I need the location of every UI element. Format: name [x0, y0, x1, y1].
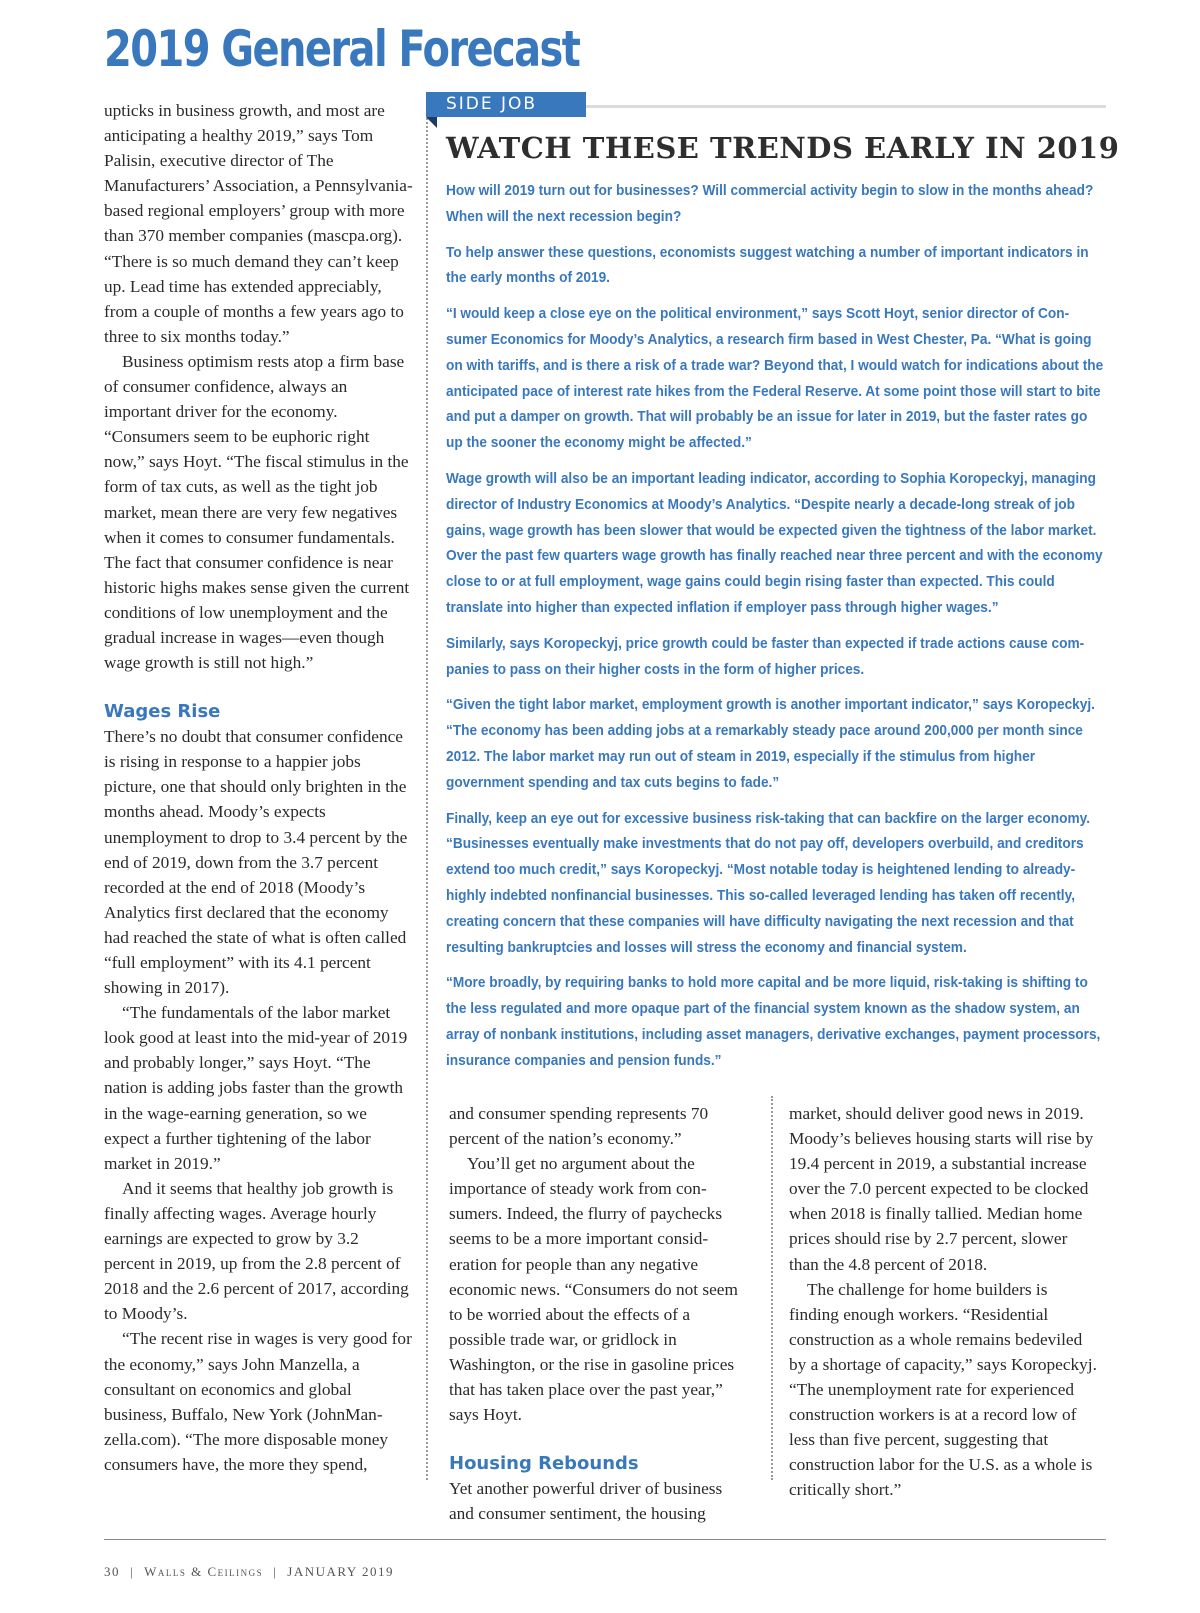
- sidebar-top-rule: [586, 105, 1106, 108]
- sidebar-title: WATCH THESE TRENDS EARLY IN 2019: [446, 131, 1120, 165]
- subhead-housing-rebounds: Housing Rebounds: [449, 1453, 639, 1475]
- issue-date: JANUARY 2019: [287, 1564, 394, 1579]
- body-paragraph: And it seems that healthy job growth is finally affecting wages. Average hourly earnings are expected to grow by 3.2 percent in 2019, up from the 2.8 percent of 2018 and the 2.6 percent of 2017, according to Moody’s.: [104, 1178, 409, 1324]
- body-paragraph: The challenge for home builders is finding enough workers. “Residential construction as a whole remains bedeviled by a shortage of capacity,” says Koropeckyj. “The unemployment rate for experienced construction workers is at a record low of less than five percent, suggesting that construction labor for the U.S. as a whole is critically short.”: [789, 1279, 1097, 1500]
- side-job-tab: SIDE JOB: [426, 92, 586, 117]
- left-column: [104, 98, 413, 1477]
- column-divider: [771, 1096, 773, 1480]
- body-paragraph: There’s no doubt that consumer confidence is rising in response to a happier jobs picture, one that should only brighten in the months ahead. Moody’s expects unemployment to drop to 3.4 percent by the end of 2019, down from the 3.7 percent recorded at the end of 2018 (Moody’s Analytics first declared that the economy had reached the state of what is often called “full employment” with its 4.1 percent showing in 2017).: [104, 727, 408, 998]
- sidebar-paragraph: Wage growth will also be an important leading indicator, according to Sophia Koropeckyj, managing director of Industry Economics at Moody’s Analytics. “Despite nearly a decade-long streak of job gains, wage growth has been slower that would be expected given the tightness of the labor market. Over the past few quarters wage growth has finally reached near three percent and with the economy close to or at full employment, wage gains could begin rising faster than expected. This could translate into higher than expected inflation if employer pass through higher wages.”: [446, 470, 1103, 616]
- sidebar-paragraph: “Given the tight labor market, employment growth is another important indicator,” says Koropeckyj. “The economy has been adding jobs at a remarkably steady pace around 200,000 per month since 2012. The labor market may run out of steam in 2019, especially if the stimulus from higher government spending and tax cuts begins to fade.”: [446, 697, 1095, 791]
- sidebar-paragraph: Finally, keep an eye out for excessive business risk-taking that can backfire on the larger economy. “Businesses eventually make investments that do not pay off, developers overbuild, and creditors extend too much credit,” says Koropeckyj. “Most notable today is heightened lending to already-highly indebted nonfinancial businesses. This so-called leveraged lending has taken off recently, creating concern that these companies will have difficulty navigating the next recession and that resulting bankruptcies and losses will stress the economy and financial system.: [446, 810, 1090, 956]
- sidebar-paragraph: To help answer these questions, economists suggest watching a number of important indicators in the early months of 2019.: [446, 244, 1089, 287]
- column-divider: [426, 118, 428, 1480]
- sidebar-paragraph: Similarly, says Koropeckyj, price growth could be faster than expected if trade actions cause companies to pass on their higher costs in the form of higher prices.: [446, 635, 1085, 678]
- page-title: 2019 General Forecast: [104, 20, 580, 78]
- body-paragraph: Business optimism rests atop a firm base of consumer confidence, always an important driver for the economy. “Consumers seem to be euphoric right now,” says Hoyt. “The fiscal stimulus in the form of tax cuts, as well as the tight job market, mean there are very few negatives when it comes to consumer fundamentals. The fact that consumer confidence is near historic highs makes sense given the current conditions of low unemployment and the gradual increase in wages—even though wage growth is still not high.”: [104, 351, 410, 673]
- body-paragraph: “The recent rise in wages is very good for the economy,” says John Manzella, a consultant on economics and global business, Buffalo, New York (JohnManzella.com). “The more disposable money consumers have, the more they spend,: [104, 1329, 412, 1474]
- body-paragraph: You’ll get no argument about the importance of steady work from consumers. Indeed, the flurry of paychecks seems to be a more important consideration for people than any negative economic news. “Consumers do not seem to be worried about the effects of a possible trade war, or gridlock in Washington, or the rise in gasoline prices that has taken place over the past year,” says Hoyt.: [449, 1154, 738, 1425]
- sidebar-body: [446, 179, 1106, 1085]
- page-number: 30: [104, 1564, 120, 1579]
- body-paragraph: “The fundamentals of the labor market look good at least into the mid-year of 2019 and probably longer,” says Hoyt. “The nation is adding jobs faster than the growth in the wage-earning generation, so we expect a further tightening of the labor market in 2019.”: [104, 1003, 408, 1173]
- body-paragraph: upticks in business growth, and most are anticipating a healthy 2019,” says Tom Palisin, executive director of The Manufacturers’ Association, a Pennsylvania-based regional employers’ group with more than 370 member companies (mascpa.org). “There is so much demand they can’t keep up. Lead time has extended appreciably, from a couple of months a few years ago to three to six months today.”: [104, 101, 413, 346]
- body-paragraph: market, should deliver good news in 2019. Moody’s believes housing starts will rise by 19.4 percent in 2019, a substantial increase over the 7.0 percent expected to be clocked when 2018 is finally tallied. Median home prices should rise by 2.7 percent, slower than the 4.8 percent of 2018.: [789, 1104, 1094, 1274]
- publication-name: Walls & Ceilings: [144, 1564, 264, 1579]
- body-paragraph: Yet another powerful driver of business and consumer sentiment, the housing: [449, 1479, 723, 1524]
- sidebar-paragraph: “More broadly, by requiring banks to hold more capital and be more liquid, risk-taking is shifting to the less regulated and more opaque part of the financial system known as the shadow system, an array of nonbank institutions, including asset managers, derivative exchanges, payment processors, insurance companies and pension funds.”: [446, 975, 1101, 1069]
- footer-rule: [104, 1539, 1106, 1540]
- sidebar-paragraph: How will 2019 turn out for businesses? Will commercial activity begin to slow in the months ahead? When will the next recession begin?: [446, 183, 1094, 225]
- right-column: [789, 1101, 1099, 1503]
- sidebar-paragraph: “I would keep a close eye on the political environment,” says Scott Hoyt, senior director of Consumer Economics for Moody’s Analytics, a research firm based in West Chester, Pa. “What is going on with tariffs, and is there a risk of a trade war? Beyond that, I would watch for indications about the anticipated pace of interest rate hikes from the Federal Reserve. At some point those will start to bite and put a damper on growth. That will probably be an issue for later in 2019, but the faster rates go up the sooner the economy might be affected.”: [446, 306, 1104, 452]
- tab-fold-shape: [426, 117, 437, 128]
- middle-column: [449, 1101, 749, 1526]
- body-paragraph: and consumer spending represents 70 percent of the nation’s economy.”: [449, 1104, 709, 1149]
- page-footer: 30 | Walls & Ceilings | JANUARY 2019: [104, 1564, 394, 1579]
- subhead-wages-rise: Wages Rise: [104, 701, 221, 723]
